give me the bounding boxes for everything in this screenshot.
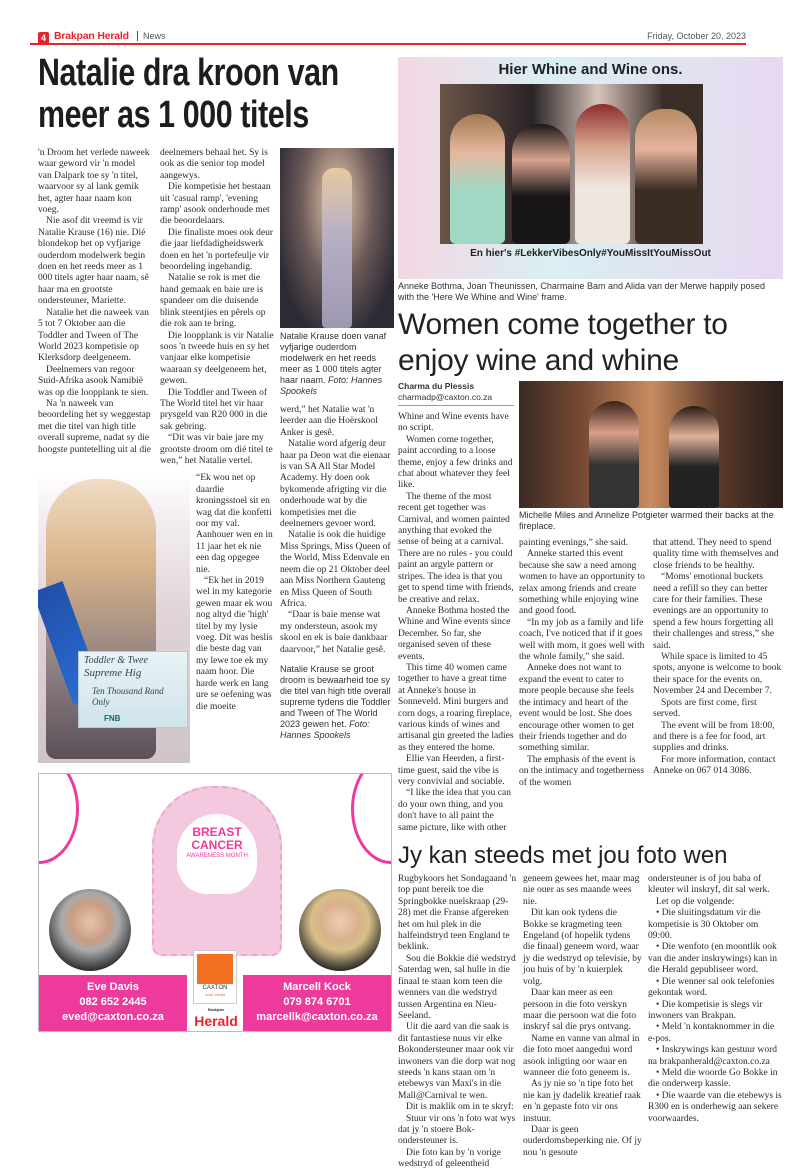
paragraph: Natalie word afgerig deur haar pa Deon wat die eienaar is van SA All Star Model Academy. Hy doen ook bykomende afrigting vir die onderhoude wat by die kompetisies met die deelnemers gevoer word. <box>280 439 391 530</box>
page-header <box>30 29 746 45</box>
contact-name: Eve Davis <box>87 981 139 994</box>
paragraph: Nie asof dit vreemd is vir Natalie Krause (16) nie. Dié blondekop het op vyfjarige ouderdom modelwerk begin doen en het reeds meer as 1 000 titels agter haar naam, sê haar ma en grootste ondersteuner, Mariette. <box>38 216 149 307</box>
paragraph: • Die waarde van die etebewys is R300 en is onderhewig aan sekere voorwaardes. <box>648 1090 782 1124</box>
article2-colB <box>519 538 645 789</box>
paragraph: Rugbykoors het Sondagaand 'n top punt bereik toe die Springbokke nuelskraap (29-28) met die Franse afgereken het om hul plek in die halfeindstryd teen England te beklink. <box>398 874 517 953</box>
paragraph: • Meld 'n kontaknommer in die e-pos. <box>648 1022 775 1044</box>
paragraph: “In my job as a family and life coach, I've noticed that if it goes well with mom, it goes well with the whole family,” she said. <box>519 617 645 663</box>
paragraph: • Inskrywings kan gestuur word na brakpanherald@caxton.co.za <box>648 1045 778 1067</box>
frame-bottom-text: En hier's #LekkerVibesOnly#YouMissItYouMissOut <box>470 248 711 259</box>
article1-body <box>38 148 394 763</box>
article3-columns <box>398 874 783 1171</box>
article3-col1 <box>398 874 518 1171</box>
cheque-line-1: Toddler & Twee <box>84 655 148 667</box>
contact-phone[interactable]: 082 652 2445 <box>79 996 147 1009</box>
masthead-brand: Brakpan Herald <box>54 30 129 42</box>
section-label: News <box>137 31 166 41</box>
paragraph: “Daar is baie mense wat my ondersteun, asook my skool en ek is baie dankbaar daarvoor,” het Natalie gesê. <box>280 610 388 655</box>
paragraph: geneem gewees het, maar mag nie ouer as ses maande wees nie. <box>523 874 640 907</box>
paragraph: Die finaliste moes ook deur die jaar liefdadigheidswerk doen en het 'n portefeulje vir beoordeling ingehandig. <box>160 227 274 273</box>
paragraph: This time 40 women came together to have a great time at Anneke's house in Sonneveld. Mini burgers and corn dogs, a roaring fireplace, various kinds of wines and artisanal gin greeted the ladies as they entered the home. <box>398 662 514 753</box>
contact-email[interactable]: marcellk@caxton.co.za <box>256 1011 378 1024</box>
article1-left-block <box>38 148 274 763</box>
herald-small: Brakpan <box>207 1007 224 1013</box>
paragraph: Whine and Wine events have no script. <box>398 412 509 434</box>
paragraph: Name en vanne van almal in die foto moet aangedui word asook inligting oor waar en wanneer die foto geneem is. <box>523 1033 640 1078</box>
contact-email[interactable]: eved@caxton.co.za <box>62 1011 164 1024</box>
herald-logo <box>190 1007 242 1031</box>
byline-name: Charma du Plessis <box>398 381 475 391</box>
paragraph: Natalie is ook die huidige Miss Springs, Miss Queen of the World, Miss Edenvale en neem die op 21 Oktober deel aan Miss Northern Gauteng en Miss Queen of South Africa. <box>280 530 391 609</box>
paragraph: “Ek het in 2019 wel in my kategorie gewen maar ek wou nog altyd die 'high' titel by my lysie voeg. Dit was beslis die beste dag van my lewe toe ek my naam hoor. Die harde werk en lang ure se oefening was die moeite <box>196 576 273 712</box>
crowned-natalie-photo <box>38 473 190 763</box>
frame-top-text: Hier Whine and Wine ons. <box>498 61 683 78</box>
paragraph: While space is limited to 45 spots, anyone is welcome to book their space for the events on, November 24 and December 7. <box>653 652 782 697</box>
paragraph: Natalie het die naweek van 5 tot 7 Oktober aan die Toddler and Tween of The World 2023 kompetisie op Klerksdorp deelgeneem. <box>38 307 149 364</box>
paragraph: The event will be from 18:00, and there is a fee for food, art supplies and drinks. <box>653 720 775 754</box>
ad-title-line2: CANCER <box>191 838 243 853</box>
ad-subtitle: AWARENESS MONTH <box>186 853 248 860</box>
article1-col2 <box>160 148 274 467</box>
issue-date: Friday, October 20, 2023 <box>647 31 746 41</box>
prize-cheque <box>78 651 188 728</box>
paragraph: Anneke does not want to expand the event to cater to more people because she feels the intimacy and heart of the event would be lost. She does encourage other women to get their friends together and do something similar. <box>519 663 635 754</box>
paragraph: werd,” het Natalie wat 'n leerder aan die Hoërskool Anker is gesê. <box>280 405 378 438</box>
article2-colA <box>398 412 514 834</box>
paragraph: that attend. They need to spend quality time with themselves and close friends to be healthy. <box>653 538 779 571</box>
contact-marcell-kock <box>243 975 391 1031</box>
paragraph: “I like the idea that you can do your own thing, and you don't have to all paint the same picture, like with other <box>398 788 511 833</box>
article3-col3 <box>648 874 783 1125</box>
article2-right-col <box>519 381 783 789</box>
contact-eve-davis <box>39 975 187 1031</box>
paragraph: ondersteuner is of jou baba of kleuter wil inskryf, dit sal werk. <box>648 874 770 896</box>
paragraph: Daar kan meer as een persoon in die foto verskyn maar die persoon wat die foto inskryf sal die prys ontvang. <box>523 988 637 1033</box>
photo-credit: Foto: Hannes Spookels <box>280 375 383 396</box>
caxton-logo <box>193 950 237 1004</box>
paragraph: The theme of the most recent get together was Carnival, and women painted anything that evoked the sense of being at a carnival. There are no rules - you could paint an argyle pattern or stripes. The idea is that you get to spend time with friends, be creative and relax. <box>398 491 514 605</box>
caption-text: Natalie Krause se groot droom is bewaarheid toe sy die titel van high title overall supreme tydens die Toddler and Tween of The World 2023 gewen het. <box>280 663 391 729</box>
paragraph: Stuur vir ons 'n foto wat wys dat jy 'n stoere Bok-ondersteuner is. <box>398 1113 516 1147</box>
paragraph: Na 'n naweek van beoordeling het sy weggestap met die titel van high title overall supreme, nadat sy die hoogste puntetelling uit al die <box>38 398 151 455</box>
paragraph: Ellie van Heerden, a first-time guest, said the vibe is very convivial and sociable. <box>398 754 505 787</box>
paragraph: Die Toddler and Tween of The World titel het vir haar prysgeld van R20 000 in die sak gebring. <box>160 387 268 432</box>
paragraph: • Meld die woorde Go Bokke in die onderwerp kassie. <box>648 1067 778 1090</box>
article2-body <box>398 381 783 834</box>
paragraph: Sou die Bokkie dié wedstryd Saterdag wen, sal hulle in die finaal te staan kom teen die wenners van die wedstryd tussen Argentina en Nieu-Seeland. <box>398 953 516 1021</box>
paragraph: Uit die aard van die saak is dit fantastiese nuus vir elke Bokondersteuner maar ook vir inwoners van die dorp wat nog steeds 'n kans staan om 'n etebewys van Maxi's in die Mall@Carnival te wen. <box>398 1022 516 1101</box>
paragraph: Deelnemers van regoor Suid-Afrika asook Namibië was op die loopplank te sien. <box>38 364 149 398</box>
whine-and-wine-frame-photo <box>398 57 783 279</box>
article2-colC <box>653 538 783 778</box>
article1-right-block <box>280 148 394 741</box>
paragraph: Die loopplank is vir Natalie soos 'n tweede huis en sy het vanjaar elke kompetisie waaraan sy deelgeneem het, gewen. <box>160 330 274 387</box>
fnb-logo: FNB <box>104 714 121 724</box>
paragraph: deelnemers behaal het. Sy is ook as die senior top model aangewys. <box>160 148 268 181</box>
paragraph: • Die wenfoto (en moontlik ook van die ander inskrywings) kan in die Herald gepubliseer word. <box>648 942 778 976</box>
photo-caption-4: Michelle Miles and Annelize Potgieter warmed their backs at the fireplace. <box>519 510 774 531</box>
cheque-line-2: Supreme Hig <box>84 667 142 680</box>
paragraph: • Die kompetisie is slegs vir inwoners van Brakpan. <box>648 999 763 1021</box>
photo-caption-2 <box>280 664 394 741</box>
paragraph: Let op die volgende: <box>656 896 735 907</box>
left-half <box>38 52 394 1032</box>
photo-credit: Foto: Hannes Spookels <box>280 718 370 740</box>
article2-left-col <box>398 381 514 834</box>
paragraph: “Ek wou net op daardie kroningsstoel sit en wag dat die konfetti oor my val. Aanhouer wen en in 11 jaar het ek nie een dag opgegee nie. <box>196 473 273 575</box>
paragraph: “Dit was vir baie jare my grootste droom om dié titel te wen,” het Natalie vertel. <box>160 433 273 466</box>
photo-caption-3: Anneke Bothma, Joan Theunissen, Charmaine Bam and Alida van der Merwe happily posed with the 'Here We Whine and Wine' frame. <box>398 281 766 302</box>
caxton-wordmark: CAXTON <box>202 985 228 992</box>
natalie-runway-photo <box>280 148 394 328</box>
paragraph: • Die sluitingsdatum vir die kompetisie is 30 Oktober om 09:00. <box>648 908 761 942</box>
contact-phone[interactable]: 079 874 6701 <box>283 996 351 1009</box>
paragraph: painting evenings,” she said. <box>519 538 628 548</box>
paragraph: Die foto kan by 'n vorige wedstryd of geleentheid <box>398 1147 501 1170</box>
paragraph: “Moms' emotional buckets need a refill so they can better care for their families. These evenings are an opportunity to spend a few hours forgetting all their challenges and stress,” she said. <box>653 572 775 651</box>
paragraph: Daar is geen ouderdomsbeperking nie. Of jy nou 'n gesoute <box>523 1124 642 1158</box>
paragraph: Natalie se rok is met die hand gemaak en baie ure is spandeer om die duisende blink steentjies en pêrels op die rok aan te bring. <box>160 273 266 330</box>
paragraph: For more information, contact Anneke on 067 014 3086. <box>653 754 776 777</box>
paragraph: Die kompetisie het bestaan uit 'casual ramp', 'evening ramp' asook onderhoude met die beoordelaars. <box>160 182 271 227</box>
article2-columns <box>519 538 783 789</box>
cheque-amount: Ten Thousand Rand Only <box>92 686 164 708</box>
fireplace-photo <box>519 381 783 508</box>
page-number: 4 <box>38 32 49 44</box>
paragraph: Anneke Bothma hosted the Whine and Wine events since December. So far, she organised seven of these events. <box>398 605 511 662</box>
byline <box>398 381 514 406</box>
paragraph: The emphasis of the event is on the intimacy and togetherness of the women <box>519 754 645 788</box>
article2-headline: Women come together to enjoy wine and whine <box>398 308 728 377</box>
eve-davis-photo <box>49 889 131 971</box>
article1-headline: Natalie dra kroon van meer as 1 000 titels <box>38 52 339 136</box>
right-half <box>398 57 783 1171</box>
article1-columns <box>38 148 274 467</box>
article1-col1 <box>38 148 151 456</box>
ad-title-line1: BREAST <box>192 825 242 840</box>
breast-cancer-ad <box>38 773 392 1032</box>
paragraph: • Die wenner sal ook telefonies gekontak word. <box>648 976 775 999</box>
contact-name: Marcell Kock <box>283 981 351 994</box>
caption-text: Natalie Krause doen vanaf vyfjarige ouderdom modelwerk en het reeds meer as 1 000 titels agter haar naam. <box>280 331 387 385</box>
paragraph: Dit kan ook tydens die Bokke se kragmeting teen Engeland (of hopelik tydens die finaal) geneem word, waar jy die wedstryd op televisie, by jou huis of by 'n kuierplek volg. <box>523 908 642 987</box>
article3-col2 <box>523 874 643 1159</box>
paragraph: 'n Droom het verlede naweek waar geword vir 'n model van Dalpark toe sy 'n titel, waarvoor sy al lank gemik het, agter haar naam kon voeg. <box>38 148 150 216</box>
paragraph: Women come together, paint according to a loose theme, enjoy a few drinks and chat about whatever they feel like. <box>398 434 513 491</box>
herald-wordmark: Herald <box>194 1013 238 1030</box>
article3-headline: Jy kan steeds met jou foto wen <box>398 842 728 870</box>
byline-email[interactable]: charmadp@caxton.co.za <box>398 392 493 402</box>
paragraph: Spots are first come, first served. <box>653 697 757 720</box>
paragraph: Anneke started this event because she saw a need among women to have an opportunity to relax among friends and create something while enjoying wine and good food. <box>519 549 645 617</box>
article1-photo-row <box>38 473 274 763</box>
caxton-sub: local media <box>204 992 226 998</box>
marcell-kock-photo <box>299 889 381 971</box>
photo-caption-1 <box>280 331 394 397</box>
article1-col3 <box>280 405 394 656</box>
article1-col2-wrap <box>196 473 274 713</box>
paragraph: Dit is maklik om in te skryf: <box>406 1102 514 1113</box>
ad-title <box>164 826 270 860</box>
paragraph: As jy nie so 'n tipe foto het nie kan jy dadelik kreatief raak en 'n gepaste foto vir ons instuur. <box>523 1079 641 1124</box>
